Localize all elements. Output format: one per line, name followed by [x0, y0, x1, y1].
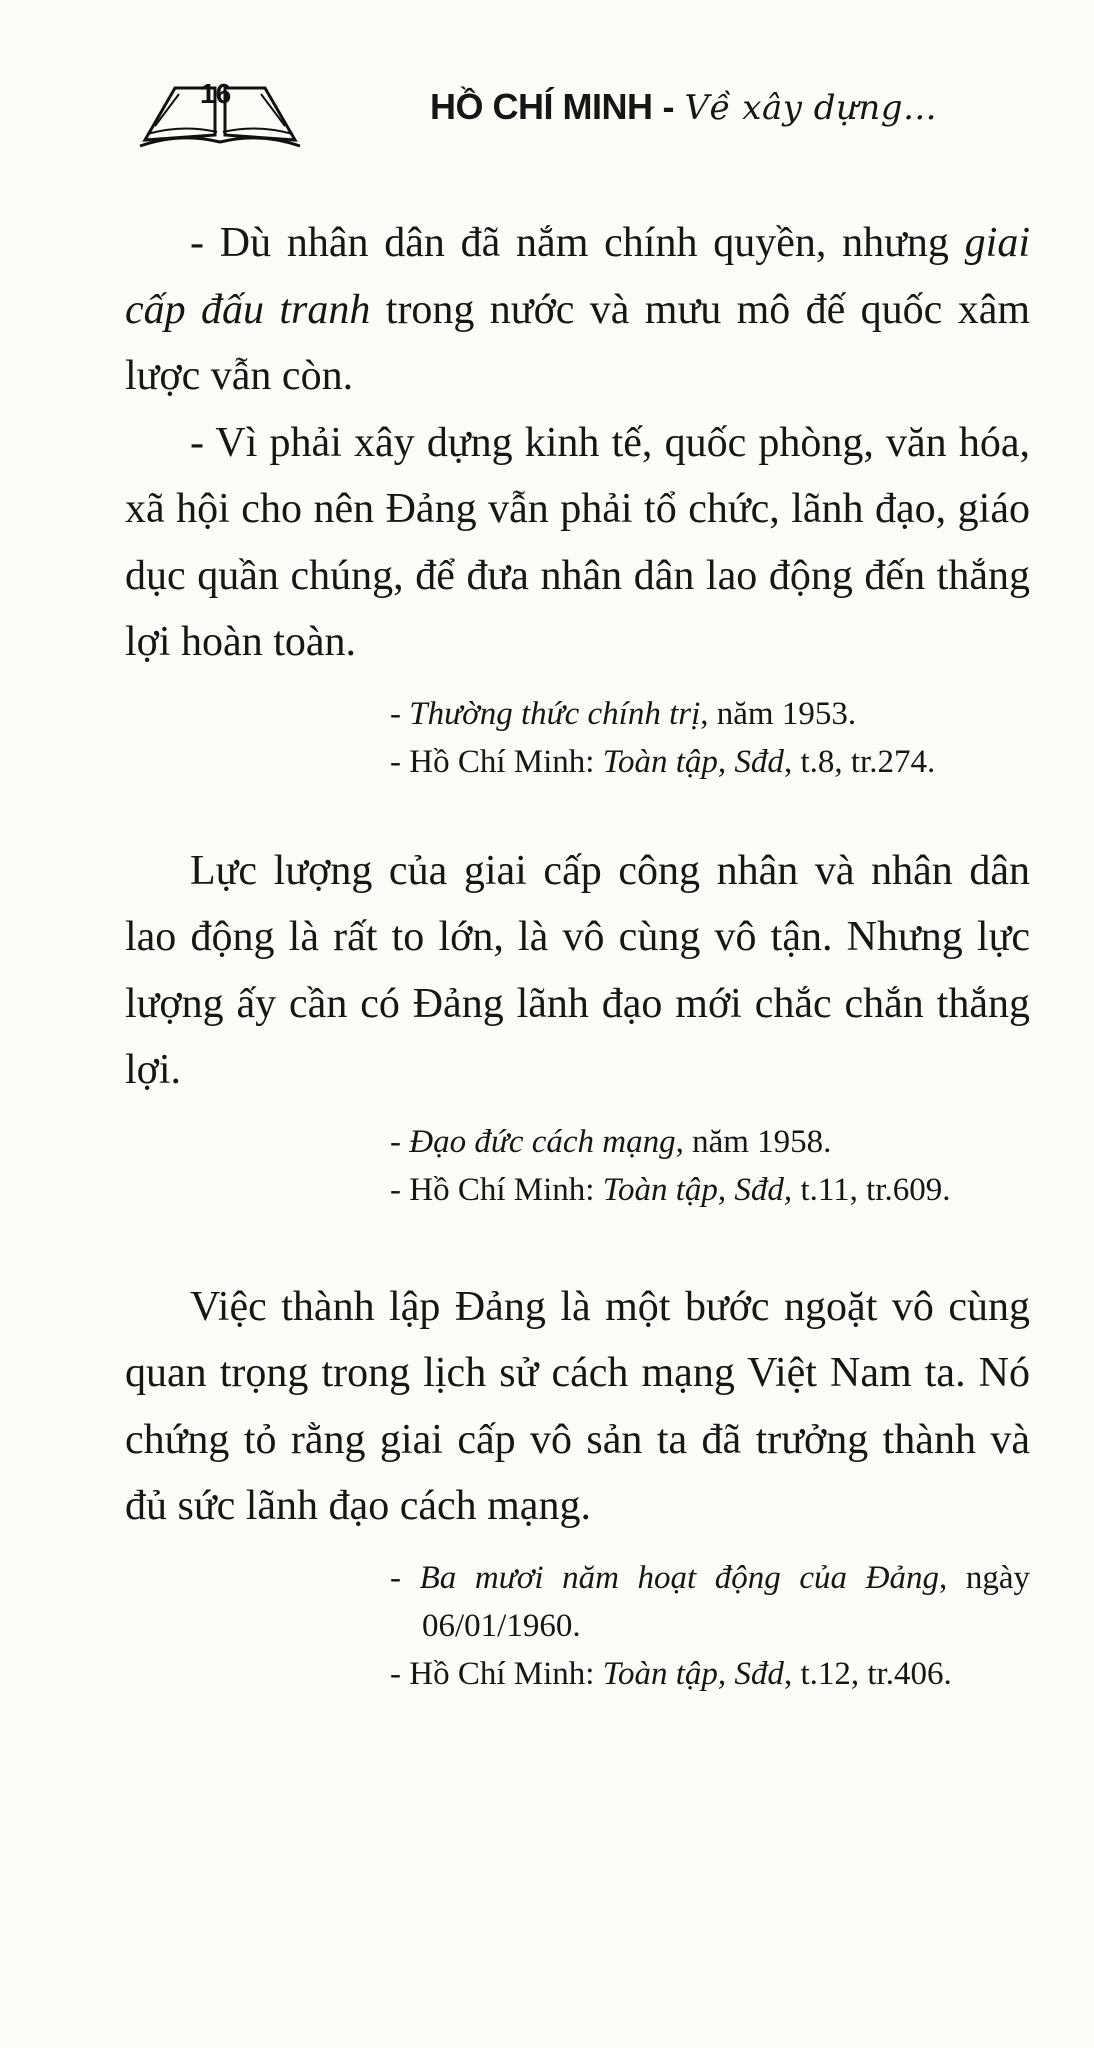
quote-section: [125, 1274, 1030, 1698]
emphasis: giai cấp đấu tranh: [125, 220, 1030, 333]
citation-block: [390, 1554, 1030, 1698]
page-number: 16: [200, 78, 232, 109]
quote-section: [125, 210, 1030, 786]
body-paragraph: - Vì phải xây dựng kinh tế, quốc phòng, văn hóa, xã hội cho nên Đảng vẫn phải tổ chức, lãnh đạo, giáo dục quần chúng, để đưa nhân dân lao động đến thắng lợi hoàn toàn.: [125, 419, 1030, 665]
citation-line: - Hồ Chí Minh: Toàn tập, Sđd, t.8, tr.274.: [390, 743, 936, 780]
body-paragraph: - Dù nhân dân đã nắm chính quyền, nhưng giai cấp đấu tranh trong nước và mưu mô đế quốc xâm lược vẫn còn.: [125, 220, 1031, 399]
citation-line: - Thường thức chính trị, năm 1953.: [390, 695, 857, 732]
citation-line: - Hồ Chí Minh: Toàn tập, Sđd, t.11, tr.609.: [390, 1171, 951, 1208]
quote-section: [125, 838, 1030, 1214]
running-title: [430, 86, 937, 128]
citation-line: - Ba mươi năm hoạt động của Đảng, ngày 06/01/1960.: [390, 1559, 1031, 1644]
citation-block: [390, 1118, 1030, 1214]
citation-line: - Hồ Chí Minh: Toàn tập, Sđd, t.12, tr.406.: [390, 1655, 952, 1692]
citation-line: - Đạo đức cách mạng, năm 1958.: [390, 1123, 832, 1160]
body-paragraph: Việc thành lập Đảng là một bước ngoặt vô cùng quan trọng trong lịch sử cách mạng Việt Nam ta. Nó chứng tỏ rằng giai cấp vô sản ta đã trưởng thành và đủ sức lãnh đạo cách mạng.: [125, 1283, 1030, 1529]
running-title-author: HỒ CHÍ MINH: [430, 86, 653, 127]
running-title-separator: -: [652, 86, 685, 127]
running-title-subtitle: Về xây dựng...: [684, 88, 937, 128]
body-paragraph: Lực lượng của giai cấp công nhân và nhân dân lao động là rất to lớn, là vô cùng vô tận. Nhưng lực lượng ấy cần có Đảng lãnh đạo mới chắc chắn thắng lợi.: [125, 847, 1030, 1093]
page-header: [0, 70, 1094, 150]
citation-block: [390, 690, 1030, 786]
page-body: [125, 210, 1030, 1698]
